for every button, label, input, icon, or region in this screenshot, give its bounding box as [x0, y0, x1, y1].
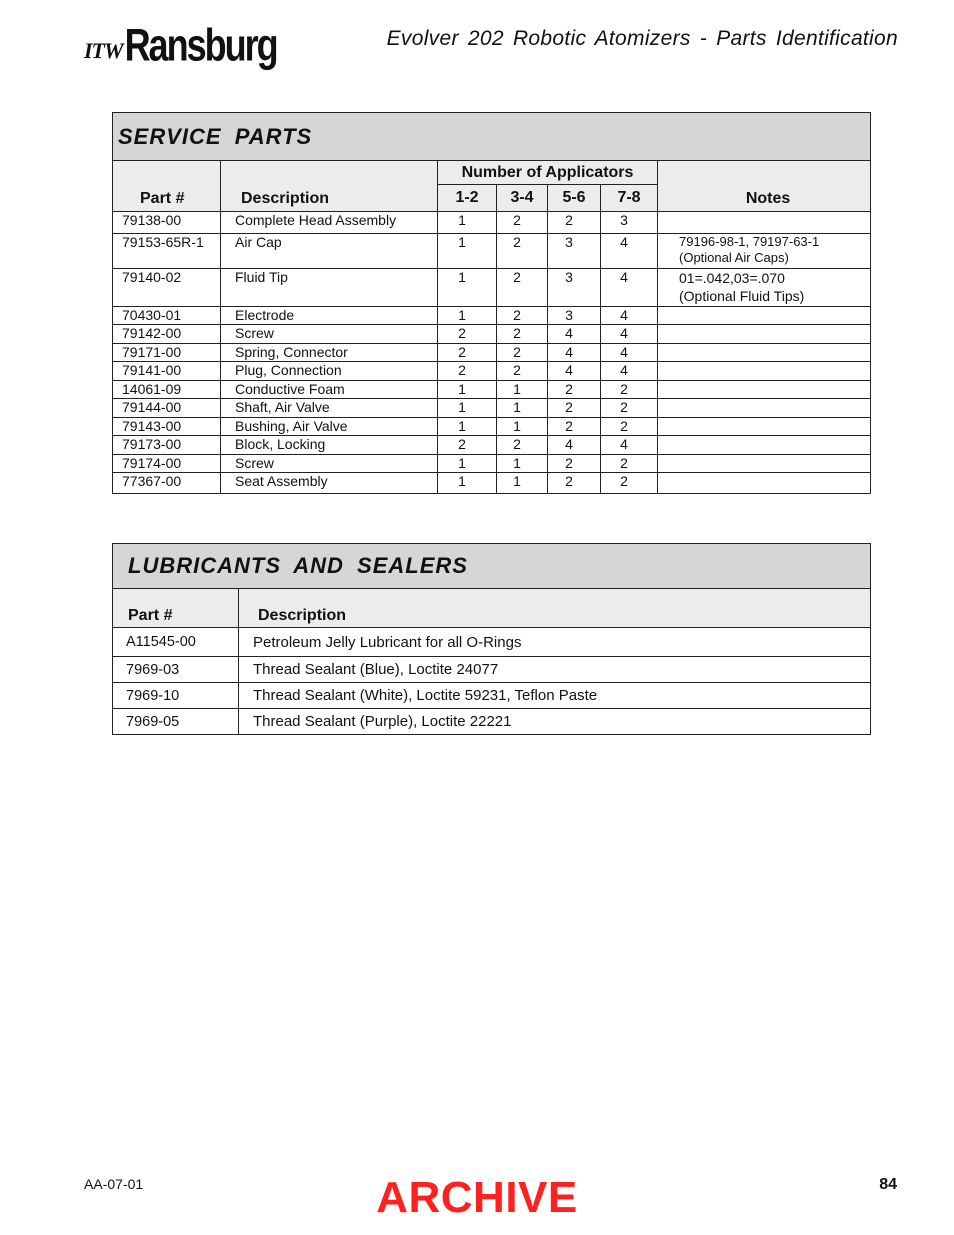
quantity-cell	[601, 381, 658, 399]
quantity-cell-value: 2	[565, 381, 573, 397]
quantity-cell	[438, 399, 497, 418]
quantity-cell	[601, 307, 658, 325]
quantity-cell-value: 2	[513, 436, 521, 452]
description-cell: Plug, Connection	[221, 362, 438, 381]
notes-cell	[658, 307, 871, 325]
quantity-cell-value: 1	[458, 269, 466, 285]
quantity-cell	[548, 436, 601, 455]
lub-col-header-description: Description	[239, 589, 871, 628]
quantity-cell-value: 2	[620, 399, 628, 415]
quantity-cell	[548, 212, 601, 234]
quantity-cell	[601, 436, 658, 455]
service-parts-table	[112, 112, 871, 494]
quantity-cell	[438, 381, 497, 399]
quantity-cell	[438, 212, 497, 234]
lub-part-number-cell: 7969-05	[113, 709, 239, 735]
quantity-cell	[438, 362, 497, 381]
quantity-cell	[548, 473, 601, 494]
quantity-cell	[601, 362, 658, 381]
notes-cell	[658, 344, 871, 362]
notes-line: 01=.042,03=.070	[679, 270, 785, 286]
notes-cell	[658, 212, 871, 234]
quantity-cell-value: 3	[565, 234, 573, 250]
notes-cell	[658, 325, 871, 344]
quantity-cell	[601, 455, 658, 473]
notes-line: (Optional Air Caps)	[679, 250, 789, 265]
quantity-cell-value: 1	[513, 418, 521, 434]
quantity-cell	[548, 234, 601, 269]
quantity-cell	[438, 473, 497, 494]
quantity-cell	[548, 381, 601, 399]
notes-line: 79196-98-1, 79197-63-1	[679, 234, 820, 249]
page-number: 84	[879, 1176, 897, 1193]
notes-cell	[658, 436, 871, 455]
quantity-cell	[438, 344, 497, 362]
quantity-cell-value: 1	[458, 473, 466, 489]
quantity-cell	[497, 344, 548, 362]
part-number-cell: 79171-00	[113, 344, 221, 362]
notes-cell	[658, 381, 871, 399]
quantity-cell	[497, 234, 548, 269]
quantity-cell-value: 3	[620, 212, 628, 228]
part-number-cell: 79141-00	[113, 362, 221, 381]
quantity-cell-value: 2	[513, 307, 521, 323]
description-cell: Spring, Connector	[221, 344, 438, 362]
col-header-applicators-group: Number of Applicators	[438, 161, 658, 185]
description-cell: Fluid Tip	[221, 269, 438, 307]
lub-description-cell: Thread Sealant (Purple), Loctite 22221	[239, 709, 871, 735]
quantity-cell-value: 4	[565, 362, 573, 378]
notes-line: (Optional Fluid Tips)	[679, 288, 805, 304]
quantity-cell	[548, 418, 601, 436]
lubricants-title: LUBRICANTS AND SEALERS	[113, 544, 871, 589]
quantity-cell-value: 1	[458, 307, 466, 323]
description-cell: Complete Head Assembly	[221, 212, 438, 234]
quantity-cell	[497, 473, 548, 494]
quantity-cell	[438, 455, 497, 473]
quantity-cell-value: 2	[620, 381, 628, 397]
quantity-cell	[601, 234, 658, 269]
table-row	[113, 325, 871, 344]
table-row	[113, 381, 871, 399]
quantity-cell-value: 4	[620, 344, 628, 360]
quantity-cell-value: 1	[513, 455, 521, 471]
col-header-description: Description	[221, 161, 438, 212]
part-number-cell: 79144-00	[113, 399, 221, 418]
doc-code: AA-07-01	[84, 1176, 144, 1192]
table-row	[113, 628, 871, 657]
quantity-cell	[601, 344, 658, 362]
quantity-cell-value: 1	[458, 212, 466, 228]
part-number-cell: 79174-00	[113, 455, 221, 473]
quantity-cell-value: 2	[458, 325, 466, 341]
part-number-cell: 79140-02	[113, 269, 221, 307]
table-row	[113, 307, 871, 325]
col-header-applicators-7-8: 7-8	[601, 185, 658, 212]
quantity-cell	[438, 436, 497, 455]
lub-description-cell: Petroleum Jelly Lubricant for all O-Rings	[239, 628, 871, 657]
quantity-cell	[497, 381, 548, 399]
quantity-cell	[548, 399, 601, 418]
table-row	[113, 657, 871, 683]
quantity-cell-value: 2	[513, 269, 521, 285]
col-header-applicators-3-4: 3-4	[497, 185, 548, 212]
description-cell: Bushing, Air Valve	[221, 418, 438, 436]
quantity-cell-value: 4	[620, 307, 628, 323]
logo-prefix: ITW	[84, 38, 123, 63]
quantity-cell	[601, 325, 658, 344]
quantity-cell	[548, 269, 601, 307]
quantity-cell-value: 4	[620, 325, 628, 341]
description-cell: Air Cap	[221, 234, 438, 269]
quantity-cell-value: 1	[513, 399, 521, 415]
lub-col-header-part: Part #	[113, 589, 239, 628]
quantity-cell	[497, 436, 548, 455]
part-number-cell: 79153-65R-1	[113, 234, 221, 269]
quantity-cell-value: 4	[565, 344, 573, 360]
table-row	[113, 709, 871, 735]
quantity-cell-value: 4	[620, 269, 628, 285]
document-title: Evolver 202 Robotic Atomizers - Parts Identification	[386, 27, 898, 50]
quantity-cell-value: 4	[565, 436, 573, 452]
quantity-cell-value: 2	[565, 455, 573, 471]
quantity-cell	[438, 325, 497, 344]
quantity-cell-value: 3	[565, 269, 573, 285]
quantity-cell-value: 3	[565, 307, 573, 323]
notes-cell	[658, 234, 871, 269]
part-number-cell: 77367-00	[113, 473, 221, 494]
archive-stamp: ARCHIVE	[376, 1173, 578, 1222]
notes-cell	[658, 473, 871, 494]
quantity-cell	[601, 399, 658, 418]
quantity-cell-value: 2	[565, 212, 573, 228]
table-row	[113, 683, 871, 709]
table-row	[113, 212, 871, 234]
quantity-cell-value: 2	[513, 362, 521, 378]
quantity-cell	[548, 344, 601, 362]
quantity-cell	[601, 418, 658, 436]
part-number-cell: 79143-00	[113, 418, 221, 436]
quantity-cell-value: 4	[620, 234, 628, 250]
quantity-cell	[548, 455, 601, 473]
quantity-cell-value: 2	[620, 473, 628, 489]
notes-cell	[658, 418, 871, 436]
lub-part-number-cell: 7969-03	[113, 657, 239, 683]
quantity-cell-value: 1	[458, 418, 466, 434]
table-row	[113, 436, 871, 455]
quantity-cell-value: 1	[513, 473, 521, 489]
quantity-cell	[438, 418, 497, 436]
description-cell: Shaft, Air Valve	[221, 399, 438, 418]
quantity-cell-value: 2	[565, 399, 573, 415]
quantity-cell-value: 1	[458, 381, 466, 397]
quantity-cell	[497, 455, 548, 473]
table-row	[113, 269, 871, 307]
notes-cell	[658, 399, 871, 418]
quantity-cell-value: 2	[513, 212, 521, 228]
quantity-cell	[438, 269, 497, 307]
col-header-notes: Notes	[658, 161, 871, 212]
notes-cell	[658, 362, 871, 381]
quantity-cell-value: 2	[458, 344, 466, 360]
quantity-cell	[497, 212, 548, 234]
quantity-cell-value: 2	[565, 418, 573, 434]
col-header-part: Part #	[113, 161, 221, 212]
lub-description-cell: Thread Sealant (White), Loctite 59231, Teflon Paste	[239, 683, 871, 709]
table-row	[113, 455, 871, 473]
quantity-cell	[548, 307, 601, 325]
part-number-cell: 14061-09	[113, 381, 221, 399]
quantity-cell	[438, 307, 497, 325]
col-header-applicators-5-6: 5-6	[548, 185, 601, 212]
part-number-cell: 70430-01	[113, 307, 221, 325]
quantity-cell-value: 2	[565, 473, 573, 489]
quantity-cell	[601, 212, 658, 234]
quantity-cell	[497, 362, 548, 381]
quantity-cell-value: 2	[513, 344, 521, 360]
lub-part-number-cell: 7969-10	[113, 683, 239, 709]
part-number-cell: 79142-00	[113, 325, 221, 344]
table-row	[113, 234, 871, 269]
quantity-cell-value: 4	[620, 362, 628, 378]
quantity-cell	[497, 307, 548, 325]
quantity-cell	[438, 234, 497, 269]
itw-ransburg-logo	[84, 18, 277, 71]
quantity-cell	[497, 325, 548, 344]
part-number-cell: 79138-00	[113, 212, 221, 234]
quantity-cell-value: 2	[620, 418, 628, 434]
description-cell: Conductive Foam	[221, 381, 438, 399]
table-row	[113, 418, 871, 436]
quantity-cell	[548, 325, 601, 344]
logo-brand: Ransburg	[124, 19, 277, 71]
description-cell: Electrode	[221, 307, 438, 325]
service-parts-title: SERVICE PARTS	[113, 113, 871, 161]
quantity-cell-value: 4	[565, 325, 573, 341]
notes-cell	[658, 455, 871, 473]
table-row	[113, 362, 871, 381]
quantity-cell-value: 1	[458, 455, 466, 471]
notes-cell	[658, 269, 871, 307]
quantity-cell-value: 2	[458, 362, 466, 378]
table-row	[113, 473, 871, 494]
quantity-cell	[601, 269, 658, 307]
quantity-cell-value: 2	[620, 455, 628, 471]
table-row	[113, 344, 871, 362]
description-cell: Seat Assembly	[221, 473, 438, 494]
quantity-cell	[497, 269, 548, 307]
description-cell: Screw	[221, 325, 438, 344]
description-cell: Block, Locking	[221, 436, 438, 455]
description-cell: Screw	[221, 455, 438, 473]
table-row	[113, 399, 871, 418]
quantity-cell-value: 1	[458, 399, 466, 415]
quantity-cell	[548, 362, 601, 381]
quantity-cell	[497, 399, 548, 418]
part-number-cell: 79173-00	[113, 436, 221, 455]
quantity-cell	[497, 418, 548, 436]
lub-description-cell: Thread Sealant (Blue), Loctite 24077	[239, 657, 871, 683]
lubricants-table	[112, 543, 871, 735]
lub-part-number-cell: A11545-00	[113, 628, 239, 657]
quantity-cell-value: 1	[513, 381, 521, 397]
quantity-cell-value: 2	[458, 436, 466, 452]
quantity-cell-value: 4	[620, 436, 628, 452]
quantity-cell-value: 1	[458, 234, 466, 250]
quantity-cell	[601, 473, 658, 494]
col-header-applicators-1-2: 1-2	[438, 185, 497, 212]
quantity-cell-value: 2	[513, 325, 521, 341]
quantity-cell-value: 2	[513, 234, 521, 250]
